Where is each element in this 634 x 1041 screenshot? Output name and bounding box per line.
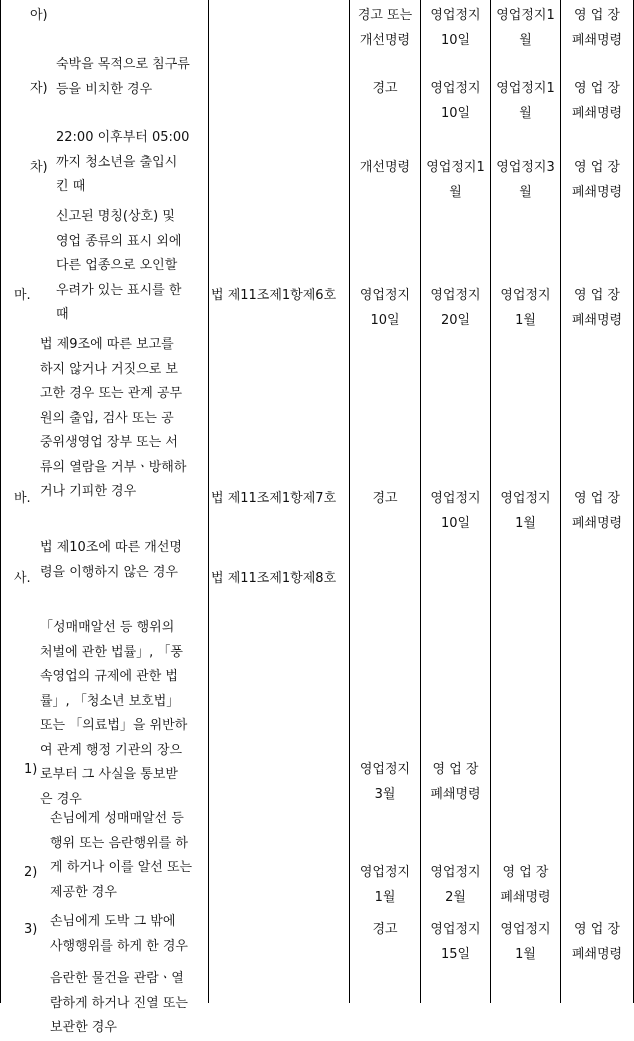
violation-text: 숙박을 목적으로 침구류 등을 비치한 경우	[56, 57, 190, 97]
violation-text: 22:00 이후부터 05:00 까지 청소년을 출입시 킨 때	[56, 130, 190, 194]
penalty-1st: 영업정지 3월	[359, 762, 411, 802]
penalty-2nd: 영업정지 2월	[430, 865, 481, 905]
penalty-3rd: 영업정지3 월	[496, 160, 555, 200]
column-border	[208, 0, 209, 1003]
penalty-2nd: 영업정지 10일	[430, 491, 481, 531]
penalty-3rd: 영 업 장 폐쇄명령	[500, 865, 551, 905]
penalty-2nd: 영업정지 20일	[430, 288, 481, 328]
item-label: 2)	[24, 865, 38, 880]
item-label: 3)	[24, 922, 38, 937]
penalty-2nd: 영 업 장 폐쇄명령	[430, 762, 481, 802]
item-label: 자)	[30, 81, 48, 96]
item-label: 차)	[30, 160, 48, 175]
penalty-2nd: 영업정지 15일	[430, 922, 481, 962]
penalty-4th: 영 업 장 폐쇄명령	[571, 8, 623, 48]
penalty-4th: 영 업 장 폐쇄명령	[571, 160, 623, 200]
penalty-1st: 경고 또는 개선명령	[357, 8, 413, 48]
penalty-3rd: 영업정지1 월	[496, 81, 555, 121]
penalty-1st: 개선명령	[359, 160, 411, 175]
item-label: 아)	[30, 8, 48, 23]
column-border	[0, 0, 1, 1003]
penalty-4th: 영 업 장 폐쇄명령	[571, 81, 623, 121]
penalty-3rd: 영업정지 1월	[500, 922, 551, 962]
penalty-4th: 영 업 장 폐쇄명령	[571, 288, 623, 328]
penalty-2nd: 영업정지 10일	[430, 81, 481, 121]
violation-text: 법 제9조에 따른 보고를 하지 않거나 거짓으로 보 고한 경우 또는 관계 공무 원의 출입, 검사 또는 공 중위생영업 장부 또는 서 류의 열람을 거부ㆍ방해하 거나 기피한 경우	[40, 337, 187, 499]
violation-cell	[10, 284, 204, 505]
item-label: 마.	[14, 288, 31, 303]
penalty-3rd: 영업정지 1월	[500, 288, 551, 328]
penalty-1st: 영업정지 10일	[359, 288, 411, 328]
violation-text: 신고된 명칭(상호) 및 영업 종류의 표시 외에 다른 업종으로 오인할 우려가 있는 표시를 한 때	[56, 209, 182, 322]
item-label: 1)	[24, 762, 38, 777]
penalty-1st: 영업정지 1월	[359, 865, 411, 905]
penalty-4th: 영 업 장 폐쇄명령	[571, 922, 623, 962]
penalty-3rd: 영업정지1 월	[496, 8, 555, 48]
violation-text: 음란한 물건을 관람ㆍ열 람하게 하거나 진열 또는 보관한 경우	[50, 971, 188, 1035]
legal-basis: 법 제11조제1항제7호	[211, 491, 337, 506]
legal-basis: 법 제11조제1항제6호	[211, 288, 337, 303]
item-label: 바.	[14, 491, 31, 506]
penalty-2nd: 영업정지1 월	[426, 160, 485, 200]
penalty-2nd: 영업정지 10일	[430, 8, 481, 48]
penalty-1st: 경고	[372, 922, 398, 937]
violation-text: 「성매매알선 등 행위의 처벌에 관한 법률」, 「풍 속영업의 규제에 관한 법 률」, 「청소년 보호법」 또는 「의료법」을 위반하 여 관계 행정 기관의 장으 로부터 그 사실을 통보받 은 경우	[40, 620, 188, 807]
penalty-1st: 경고	[372, 491, 398, 506]
penalty-1st: 경고	[372, 81, 398, 96]
penalty-3rd: 영업정지 1월	[500, 491, 551, 531]
violation-cell	[10, 918, 204, 1041]
item-label: 사.	[14, 571, 31, 586]
penalty-4th: 영 업 장 폐쇄명령	[571, 491, 623, 531]
legal-basis: 법 제11조제1항제8호	[211, 571, 337, 586]
violation-text: 법 제10조에 따른 개선명 령을 이행하지 않은 경우	[40, 540, 182, 580]
violation-text: 손님에게 성매매알선 등 행위 또는 음란행위를 하 게 하거나 이를 알선 또는 제공한 경우	[50, 811, 193, 900]
violation-text: 손님에게 도박 그 밖에 사행행위를 하게 한 경우	[50, 914, 188, 954]
